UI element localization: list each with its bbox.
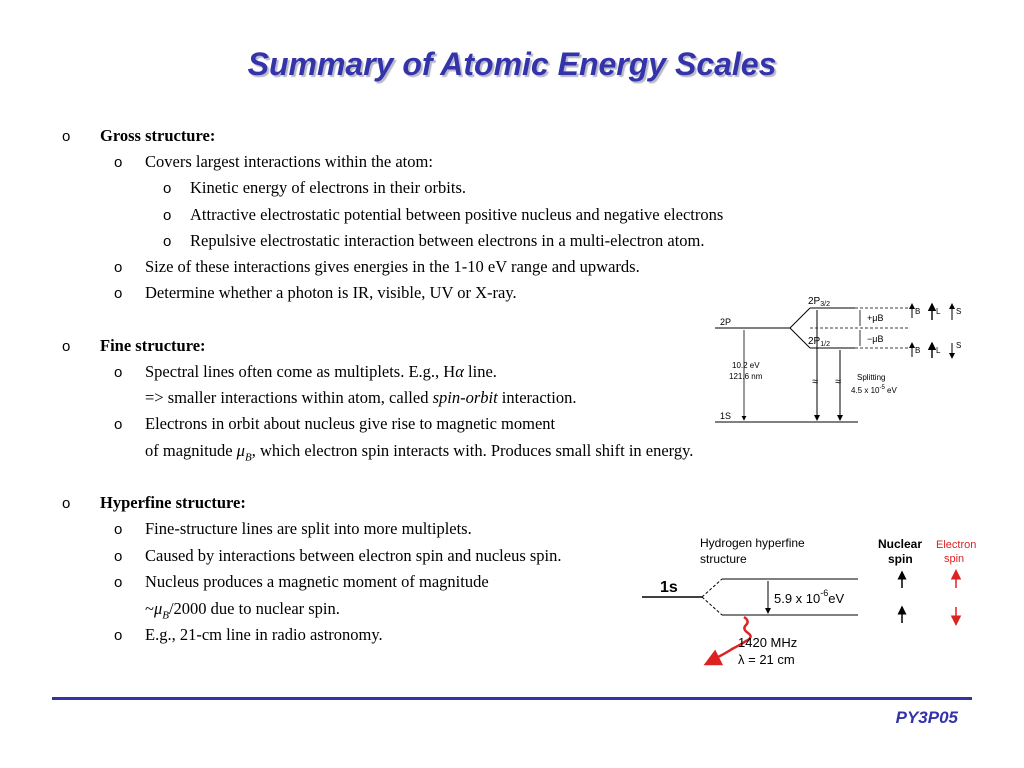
hyperfine-title-line1: Hydrogen hyperfine [700, 536, 805, 550]
bullet-marker: o [62, 495, 71, 512]
fine-structure-diagram [700, 292, 980, 432]
bullet-marker: o [114, 627, 123, 644]
hyperfine-bullet-1: Fine-structure lines are split into more multiplets. [145, 519, 472, 538]
gross-heading: Gross structure: [100, 126, 216, 145]
splitting-value: 5.9 x $10^{-6}eV$ [774, 588, 845, 606]
vector-s-label: S [956, 341, 962, 350]
gross-bullet-1c: Repulsive electrostatic interaction between electrons in a multi-electron atom. [190, 231, 705, 250]
fine-bullet-2: Electrons in orbit about nucleus give rise to magnetic moment [145, 414, 556, 433]
bullet-marker: o [114, 154, 123, 171]
hyperfine-heading: Hyperfine structure: [100, 493, 246, 512]
fine-bullet-1: Spectral lines often come as multiplets. E.g., Hα line. [145, 362, 497, 381]
bullet-marker: o [114, 364, 123, 381]
nuclear-spin-label: Nuclear [878, 537, 923, 551]
fine-bullet-1-continuation: => smaller interactions within atom, called spin-orbit interaction. [145, 388, 577, 407]
vector-l-label: L [936, 307, 941, 316]
level-2p32-label: $2P_{3/2}$ [808, 296, 830, 308]
frequency-label: 1420 MHz [738, 635, 798, 650]
bullet-marker: o [114, 416, 123, 433]
gross-bullet-1b: Attractive electrostatic potential between positive nucleus and negative electrons [190, 205, 724, 224]
vector-b-label: B [915, 346, 921, 355]
electron-spin-label: Electron [936, 539, 977, 551]
hyperfine-bullet-2: Caused by interactions between electron spin and nucleus spin. [145, 546, 562, 565]
bullet-marker: o [114, 521, 123, 538]
nuclear-spin-label: spin [888, 552, 913, 566]
gross-bullet-1: Covers largest interactions within the atom: [145, 152, 433, 171]
page-title: Summary of Atomic Energy Scales [247, 46, 777, 82]
footer-divider [52, 697, 972, 700]
hyperfine-bullet-3: Nucleus produces a magnetic moment of magnitude [145, 572, 489, 591]
gross-bullet-1a: Kinetic energy of electrons in their orbits. [190, 178, 466, 197]
bullet-marker: o [62, 128, 71, 145]
vector-l-label: L [936, 346, 941, 355]
splitting-value: 4.5 x $10^{-5}$ eV [851, 385, 897, 395]
hyperfine-bullet-3-continuation: $\sim\mu_B/2000$ due to nuclear spin. [145, 599, 340, 622]
hyperfine-bullet-4: E.g., 21-cm line in radio astronomy. [145, 625, 383, 644]
bullet-marker: o [114, 259, 123, 276]
electron-spin-label: spin [944, 553, 965, 565]
energy-ev-label: 10.2 eV [732, 361, 760, 370]
bullet-marker: o [114, 574, 123, 591]
bullet-marker: o [163, 180, 172, 197]
bullet-marker: o [114, 285, 123, 302]
vector-b-label: B [915, 307, 921, 316]
break-mark: ≈ [812, 376, 819, 388]
bullet-marker: o [163, 233, 172, 250]
minus-mub-label: −μB [867, 334, 884, 344]
fine-heading: Fine structure: [100, 336, 206, 355]
hyperfine-diagram [640, 530, 990, 675]
plus-mub-label: +μB [867, 313, 884, 323]
splitting-label: Splitting [857, 373, 886, 382]
split-line-upper [790, 308, 810, 328]
footer-label: PY3P05 [895, 708, 958, 727]
gross-bullet-3: Determine whether a photon is IR, visible, UV or X-ray. [145, 283, 517, 302]
level-2p-label: 2P [720, 317, 732, 327]
energy-nm-label: 121.6 nm [729, 372, 763, 381]
level-1s-label: 1s [660, 579, 678, 596]
vector-s-label: S [956, 307, 962, 316]
bullet-marker: o [114, 548, 123, 565]
bullet-marker: o [62, 338, 71, 355]
split-line-lower [790, 328, 810, 348]
gross-bullet-2: Size of these interactions gives energies in the 1-10 eV range and upwards. [145, 257, 640, 276]
split-line-upper [702, 579, 722, 597]
hyperfine-title-line2: structure [700, 552, 747, 566]
split-line-lower [702, 597, 722, 615]
break-mark: ≈ [835, 376, 842, 388]
level-2p12-label: $2P_{1/2}$ [808, 336, 830, 348]
bullet-marker: o [163, 207, 172, 224]
fine-bullet-2-continuation: of magnitude $\mu_B$, which electron spin interacts with. Produces small shift in energy. [145, 441, 694, 464]
level-1s-label: 1S [720, 411, 732, 421]
wavelength-label: λ = 21 cm [738, 652, 795, 667]
